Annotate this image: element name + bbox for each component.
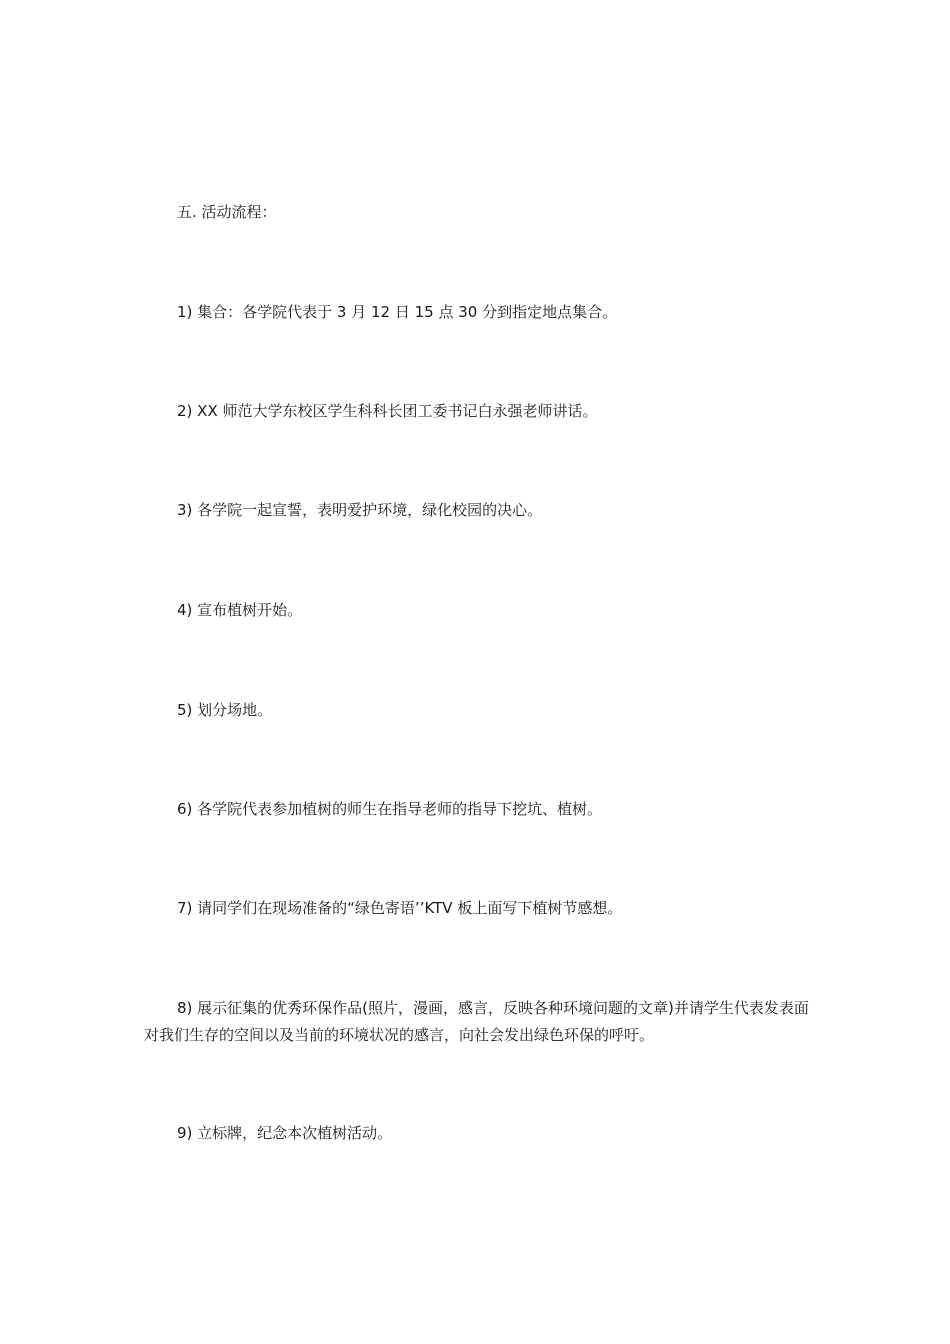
step-item-2: 2) XX 师范大学东校区学生科科长团工委书记白永强老师讲话。 [177,402,598,420]
step-item-1: 1) 集合：各学院代表于 3 月 12 日 15 点 30 分到指定地点集合。 [177,303,618,321]
step-item-4: 4) 宣布植树开始。 [177,601,303,619]
step-item-5: 5) 划分场地。 [177,701,273,719]
step-item-3: 3) 各学院一起宣誓，表明爱护环境，绿化校园的决心。 [177,501,543,519]
step-item-9: 9) 立标牌，纪念本次植树活动。 [177,1124,393,1142]
step-item-8: 8) 展示征集的优秀环保作品(照片，漫画，感言，反映各种环境问题的文章)并请学生代表发表面对我们生存的空间以及当前的环境状况的感言，向社会发出绿色环保的呼吁。 [144,999,809,1044]
step-item-6: 6) 各学院代表参加植树的师生在指导老师的指导下挖坑、植树。 [177,800,603,818]
step-item-7: 7) 请同学们在现场准备的“绿色寄语’’KTV 板上面写下植树节感想。 [177,899,623,917]
section-heading: 五. 活动流程： [177,203,277,221]
